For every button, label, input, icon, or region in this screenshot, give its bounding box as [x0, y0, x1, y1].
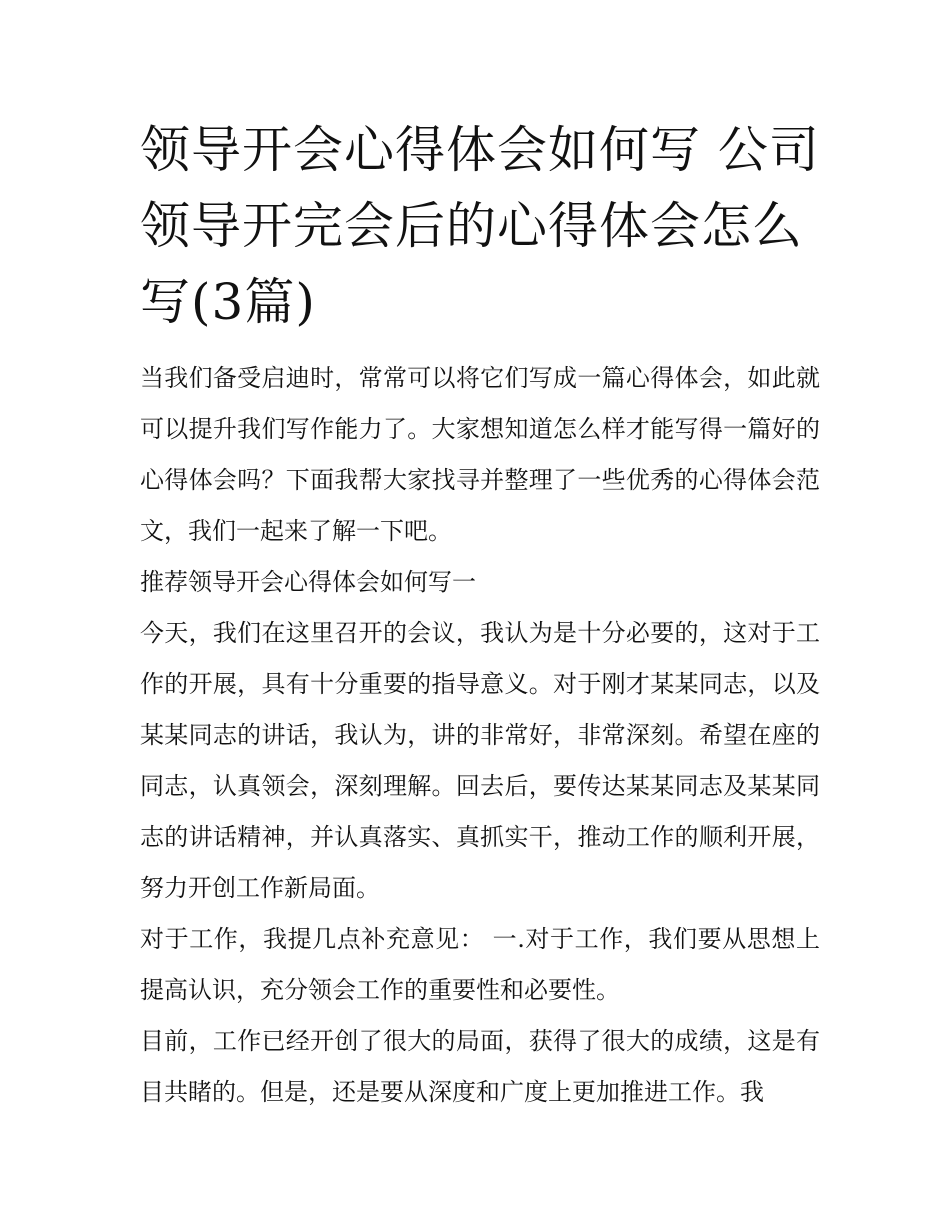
section-heading: 推荐领导开会心得体会如何写一 — [140, 568, 476, 596]
body-paragraph: 对于工作，我提几点补充意见： 一.对于工作，我们要从思想上提高认识，充分领会工作的重要性和必要性。 — [140, 925, 820, 1004]
body-paragraph: 今天，我们在这里召开的会议，我认为是十分必要的，这对于工作的开展，具有十分重要的指导意义。对于刚才某某同志，以及某某同志的讲话，我认为，讲的非常好，非常深刻。希望在座的同志，认真领会，深刻理解。回去后，要传达某某同志及某某同志的讲话精神，并认真落实、真抓实干，推动工作的顺利开展，努力开创工作新局面。 — [140, 619, 820, 902]
body-paragraph: 目前，工作已经开创了很大的局面，获得了很大的成绩，这是有目共睹的。但是，还是要从深度和广度上更加推进工作。我 — [140, 1027, 820, 1106]
intro-paragraph: 当我们备受启迪时，常常可以将它们写成一篇心得体会，如此就可以提升我们写作能力了。大家想知道怎么样才能写得一篇好的心得体会吗？下面我帮大家找寻并整理了一些优秀的心得体会范文，我们一起来了解一下吧。 — [140, 364, 820, 545]
document-title: 领导开会心得体会如何写 公司领导开完会后的心得体会怎么写(3篇) — [140, 121, 820, 331]
document-body — [140, 353, 820, 1118]
